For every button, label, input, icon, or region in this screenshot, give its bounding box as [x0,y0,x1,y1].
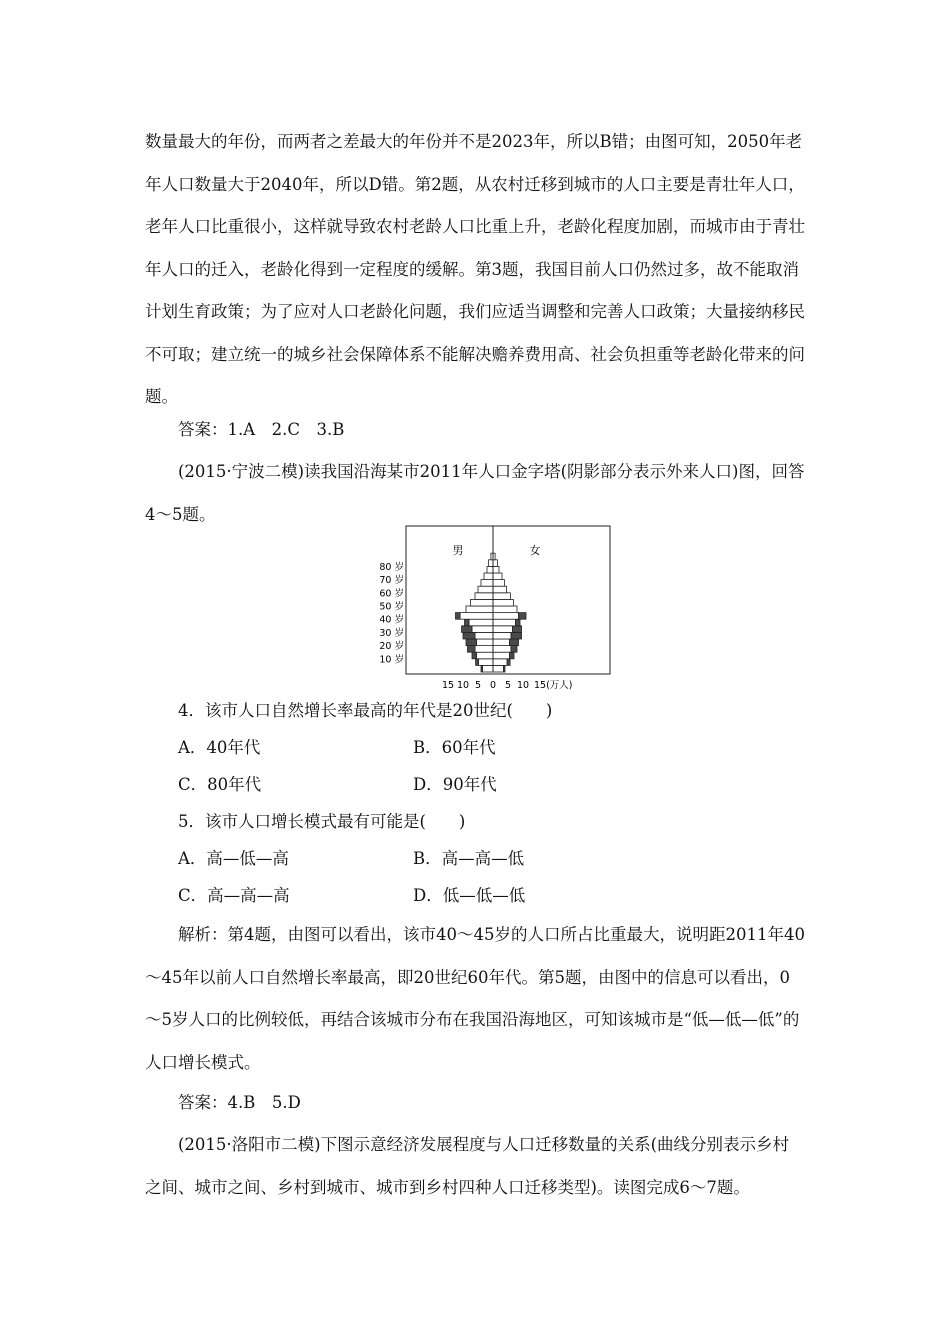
male-local-bar-0 [483,665,494,672]
age-tick-label: 10 岁 [379,654,404,666]
female-local-bar-2 [493,652,510,659]
x-tick-label: 10 [516,680,530,691]
female-local-bar-4 [493,639,510,646]
male-local-bar-4 [477,639,494,646]
female-local-bar-8 [493,613,519,620]
male-local-bar-15 [487,566,493,573]
q5-option-a: A．高—低—高 [178,849,289,868]
female-migrant-bar-2 [510,652,515,659]
male-local-bar-12 [478,586,493,593]
q5-option-d: D．低—低—低 [413,886,526,905]
male-migrant-bar-0 [481,665,483,672]
female-local-bar-3 [493,646,511,653]
paragraph-explanation-1: 数量最大的年份，而两者之差最大的年份并不是2023年，所以B错；由图可知，2050年老年人口数量大于2040年，所以D错。第2题，从农村迁移到城市的人口主要是青壮年人口，老年人口比重很小，这样就导致农村老龄人口比重上升，老龄化程度加剧，而城市由于青壮年人口的迁入，老龄化得到一定程度的缓解。第3题，我国目前人口仍然过多，故不能取消计划生育政策；为了应对人口老龄化问题，我们应适当调整和完善人口政策；大量接纳移民不可取；建立统一的城乡社会保障体系不能解决赡养费用高、社会负担重等老龄化带来的问题。 [145,132,805,406]
age-tick-label: 50 岁 [379,601,404,613]
x-tick-label: 5 [504,680,512,691]
male-local-bar-13 [481,580,493,587]
female-local-bar-11 [493,593,510,600]
question-intro-4-5: (2015·宁波二模)读我国沿海某市2011年人口金字塔(阴影部分表示外来人口)图，回答4～5题。 [145,462,805,524]
male-migrant-bar-4 [466,639,477,646]
female-label: 女 [529,544,541,557]
female-local-bar-13 [493,580,504,587]
age-tick-label: 40 岁 [379,614,404,626]
female-local-bar-14 [493,573,502,580]
male-local-bar-3 [475,646,493,653]
age-tick-label: 20 岁 [379,641,404,653]
male-migrant-bar-3 [468,646,476,653]
female-migrant-bar-4 [510,639,519,646]
male-local-bar-14 [484,573,493,580]
q4-option-c: C．80年代 [178,775,262,794]
population-pyramid-chart [360,518,620,694]
question-5-stem: 5．该市人口增长模式最有可能是( ) [178,812,466,831]
male-local-bar-2 [477,652,494,659]
male-local-bar-11 [475,593,493,600]
female-local-bar-16 [493,560,498,567]
female-local-bar-15 [493,566,499,573]
male-local-bar-5 [475,632,493,639]
female-local-bar-9 [493,606,517,613]
male-migrant-bar-5 [463,632,475,639]
male-local-bar-7 [469,619,493,626]
male-migrant-bar-8 [456,613,461,620]
paragraph-explanation-2: 解析：第4题，由图可以看出，该市40～45岁的人口所占比重最大，说明距2011年40～45年以前人口自然增长率最高，即20世纪60年代。第5题，由图中的信息可以看出，0～5岁人口的比例较低，再结合该城市分布在我国沿海地区，可知该城市是“低—低—低”的人口增长模式。 [145,925,805,1072]
x-tick-label: 10 [456,680,470,691]
q4-option-d: D．90年代 [413,775,497,794]
q5-option-b: B．高—高—低 [413,849,525,868]
male-local-bar-9 [466,606,493,613]
age-tick-label: 80 岁 [379,561,404,573]
female-local-bar-0 [493,665,504,672]
age-tick-label: 30 岁 [379,627,404,639]
population-pyramid-figure [360,518,620,694]
answer-1-3: 答案：1.A 2.C 3.B [178,420,345,439]
female-migrant-bar-1 [507,659,510,666]
female-local-bar-7 [493,619,516,626]
female-migrant-bar-0 [504,665,506,672]
answer-4-5: 答案：4.B 5.D [178,1093,301,1112]
female-migrant-bar-6 [513,626,522,633]
male-migrant-bar-2 [472,652,477,659]
female-local-bar-10 [493,599,513,606]
female-local-bar-12 [493,586,507,593]
question-intro-6-7: (2015·洛阳市二模)下图示意经济发展程度与人口迁移数量的关系(曲线分别表示乡村之间、城市之间、乡村到城市、城市到乡村四种人口迁移类型)。读图完成6～7题。 [145,1135,790,1197]
q4-option-b: B．60年代 [413,738,496,757]
q4-option-a: A．40年代 [178,738,261,757]
x-tick-label: 15 [441,680,455,691]
female-migrant-bar-8 [519,613,527,620]
male-local-bar-1 [479,659,493,666]
female-migrant-bar-5 [511,632,522,639]
female-migrant-bar-3 [511,646,517,653]
x-tick-label: 0 [489,680,497,691]
male-migrant-bar-6 [462,626,473,633]
female-local-bar-5 [493,632,511,639]
male-local-bar-10 [471,599,494,606]
female-local-bar-1 [493,659,507,666]
age-tick-label: 60 岁 [379,588,404,600]
q5-option-c: C．高—高—高 [178,886,290,905]
age-tick-label: 70 岁 [379,575,404,587]
male-migrant-bar-7 [465,619,470,626]
male-local-bar-6 [472,626,493,633]
male-label: 男 [452,544,464,557]
female-migrant-bar-7 [516,619,521,626]
male-migrant-bar-1 [476,659,479,666]
question-4-stem: 4．该市人口自然增长率最高的年代是20世纪( ) [178,701,553,720]
male-local-bar-8 [460,613,493,620]
x-tick-label: 15(万人) [534,680,573,691]
x-tick-label: 5 [474,680,482,691]
male-local-bar-16 [489,560,494,567]
female-local-bar-6 [493,626,513,633]
